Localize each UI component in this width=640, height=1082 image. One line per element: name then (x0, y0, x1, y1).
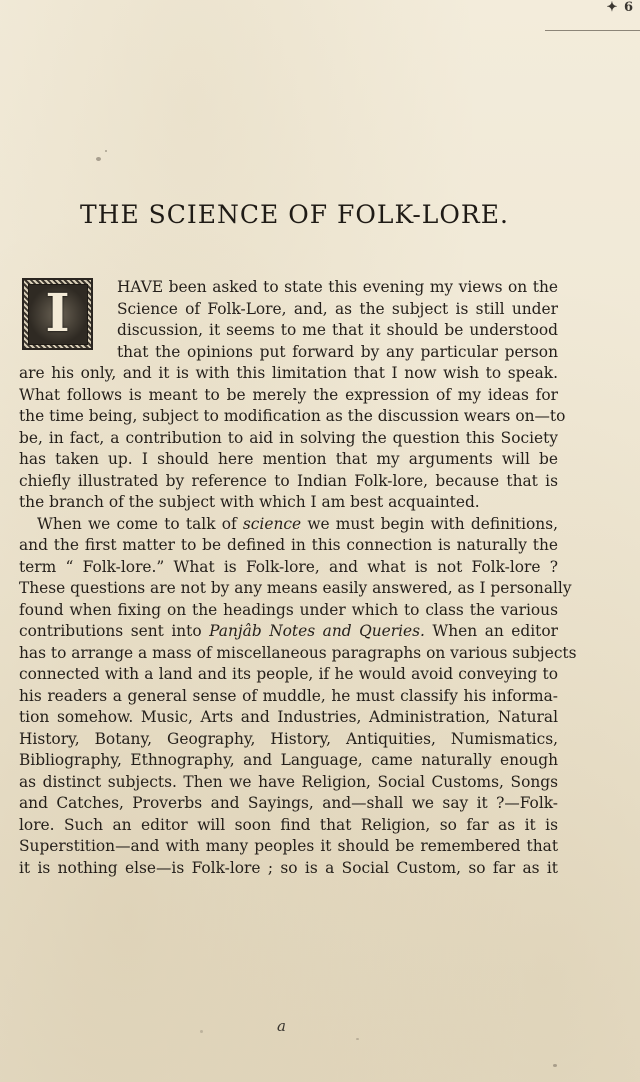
corner-mark: ✦ 6 (606, 0, 634, 15)
text-line (117, 342, 558, 362)
line-text: Bibliography, Ethnography, and Language, came naturally enough (19, 751, 558, 769)
line-text: that the opinions put forward by any particular person (117, 342, 558, 361)
line-text: the time being, subject to modification as the discussion wears on—to (19, 407, 566, 425)
line-text: chiefly illustrated by reference to Indian Folk-lore, because that is (19, 471, 558, 490)
italic-text: Panjâb Notes and Queries. (209, 622, 425, 640)
text-line (19, 385, 558, 405)
text-line (19, 600, 558, 620)
ink-speck (200, 1030, 203, 1033)
text-line (19, 363, 558, 383)
text-line (19, 557, 558, 577)
corner-rule (545, 30, 640, 31)
line-text: as distinct subjects. Then we have Religion, Social Customs, Songs (19, 772, 558, 791)
line-text: and the first matter to be defined in this connection is naturally the (19, 536, 558, 554)
line-text: When we come to talk of (37, 514, 243, 533)
line-text: lore. Such an editor will soon find that Religion, so far as it is (19, 815, 558, 834)
text-line (19, 535, 558, 555)
text-line (19, 793, 558, 813)
line-text: connected with a land and its people, if he would avoid conveying to (19, 665, 558, 683)
text-line (117, 277, 558, 297)
text-line (19, 858, 558, 878)
line-text: it is nothing else—is Folk-lore ; so is a Social Custom, so far as it (19, 858, 558, 877)
line-text: found when fixing on the headings under which to class the various (19, 600, 558, 619)
line-text: and Catches, Proverbs and Sayings, and—shall we say it ?—Folk- (19, 794, 558, 812)
drop-cap-panel (28, 284, 88, 345)
line-text: When an editor (424, 622, 558, 640)
ink-speck (105, 150, 107, 152)
line-text: discussion, it seems to me that it should be understood (117, 321, 558, 339)
line-text: These questions are not by any means easily answered, as I personally (19, 579, 572, 597)
line-text: term “ Folk-lore.” What is Folk-lore, and what is not Folk-lore ? (19, 557, 558, 576)
page-title: THE SCIENCE OF FOLK-LORE. (80, 200, 509, 229)
text-line (19, 664, 558, 684)
text-line (19, 428, 558, 448)
text-line (19, 815, 558, 835)
drop-cap-letter: I (45, 283, 70, 344)
ink-speck (96, 157, 101, 161)
signature-mark: a (277, 1017, 286, 1035)
line-text: we must begin with definitions, (301, 514, 559, 533)
text-line (19, 772, 558, 792)
text-line (19, 449, 558, 469)
text-line (19, 406, 566, 426)
line-text: has to arrange a mass of miscellaneous paragraphs on various subjects (19, 643, 577, 662)
text-line (19, 643, 577, 663)
ink-speck (553, 1064, 557, 1067)
line-text: are his only, and it is with this limitation that I now wish to speak. (19, 364, 558, 382)
text-line (19, 686, 558, 706)
text-line (19, 750, 558, 770)
ink-speck (356, 1038, 359, 1040)
line-text: his readers a general sense of muddle, he must classify his informa- (19, 686, 558, 705)
line-text: History, Botany, Geography, History, Antiquities, Numismatics, (19, 729, 558, 748)
line-text: the branch of the subject with which I am best acquainted. (19, 493, 480, 511)
line-text: contributions sent into (19, 622, 210, 640)
text-line (19, 729, 558, 749)
text-line (19, 578, 572, 598)
drop-cap-ornament (22, 278, 93, 350)
line-text: Superstition—and with many peoples it should be remembered that (19, 837, 558, 855)
line-text: What follows is meant to be merely the expression of my ideas for (19, 385, 558, 404)
italic-text: science (242, 514, 302, 533)
text-line (19, 707, 558, 727)
text-line (117, 320, 558, 340)
text-line (19, 621, 558, 641)
text-line (117, 299, 558, 319)
text-line (37, 514, 558, 534)
line-text: HAVE been asked to state this evening my views on the (117, 278, 558, 296)
line-text: tion somehow. Music, Arts and Industries, Administration, Natural (19, 708, 558, 726)
line-text: has taken up. I should here mention that my arguments will be (19, 450, 558, 468)
text-line (19, 836, 558, 856)
line-text: Science of Folk-Lore, and, as the subject is still under (117, 299, 558, 318)
text-line (19, 471, 558, 491)
text-line (19, 492, 558, 512)
line-text: be, in fact, a contribution to aid in solving the question this Society (19, 428, 558, 447)
